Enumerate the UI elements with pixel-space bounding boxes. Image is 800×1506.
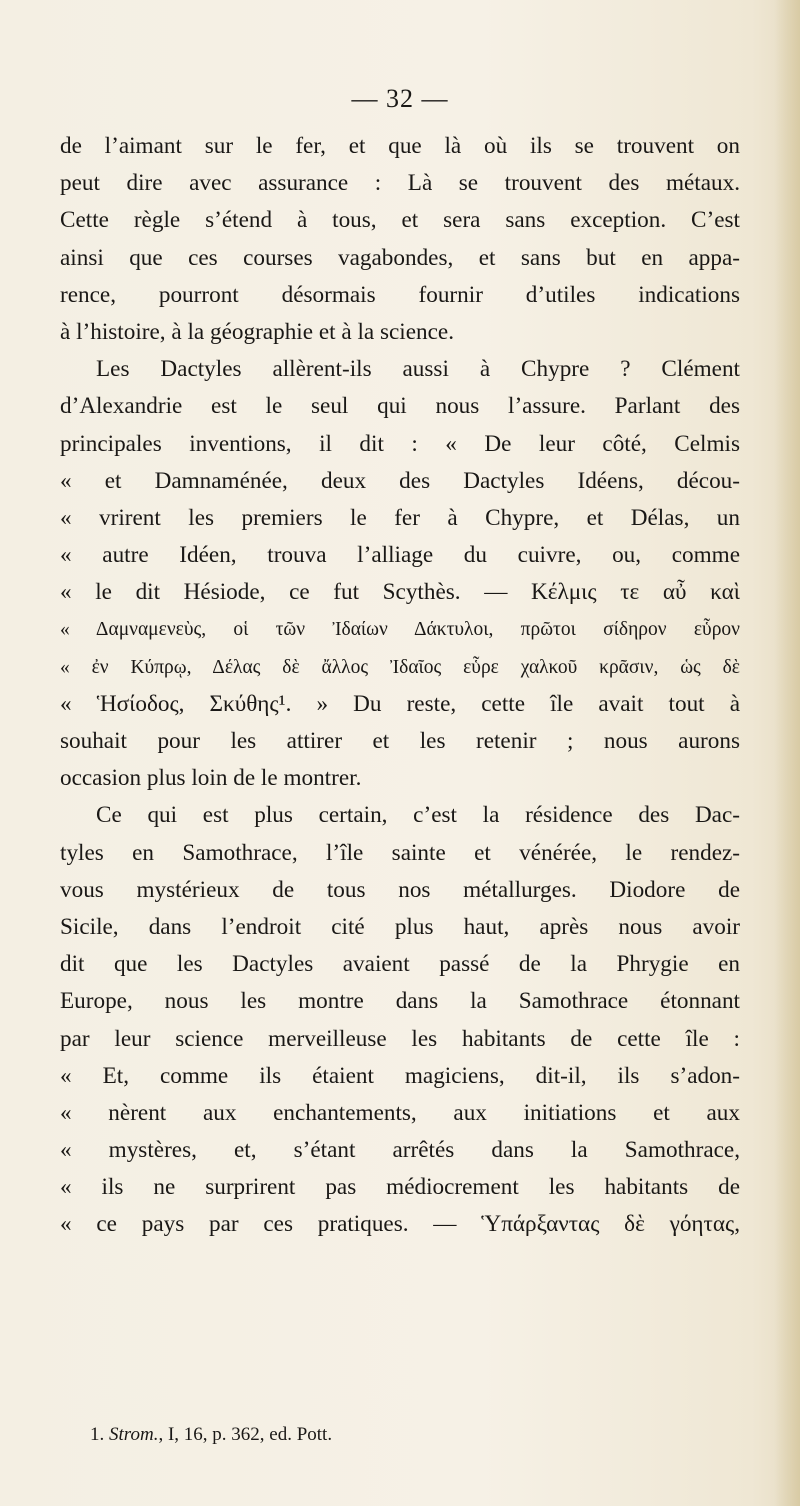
text-line: dit que les Dactyles avaient passé de la Phrygie en [60, 951, 740, 978]
text-line: « ils ne surprirent pas médiocrement les habitants de [60, 1174, 740, 1201]
text-line: principales inventions, il dit : « De leur côté, Celmis [60, 430, 740, 457]
text-line: Les Dactyles allèrent-ils aussi à Chypre ? Clément [96, 356, 740, 383]
text-line: occasion plus loin de le montrer. [60, 765, 362, 792]
text-line: « ce pays par ces pratiques. — Ὑπάρξαντας δὲ γόητας, [60, 1211, 740, 1238]
text-line: « mystères, et, s’étant arrêtés dans la Samothrace, [60, 1137, 740, 1164]
text-line: ainsi que ces courses vagabondes, et sans but en appa- [60, 244, 740, 271]
greek-quote-line: « ἐν Κύπρῳ, Δέλας δὲ ἄλλος Ἰδαῖος εὗρε χαλκοῦ κρᾶσιν, ὡς δὲ [60, 656, 740, 678]
body-text [60, 128, 740, 1244]
text-line: « Et, comme ils étaient magiciens, dit-il, ils s’adon- [60, 1062, 740, 1089]
text-line: « nèrent aux enchantements, aux initiations et aux [60, 1099, 740, 1126]
text-line: tyles en Samothrace, l’île sainte et vénérée, le rendez- [60, 839, 740, 866]
footnote-number: 1. [90, 1424, 105, 1445]
text-line: Cette règle s’étend à tous, et sera sans exception. C’est [60, 207, 740, 234]
text-line: vous mystérieux de tous nos métallurges. Diodore de [60, 876, 740, 903]
text-line: Ce qui est plus certain, c’est la résidence des Dac- [96, 802, 740, 829]
text-line: Europe, nous les montre dans la Samothrace étonnant [60, 988, 740, 1015]
footnote-work-title: Strom. [109, 1424, 159, 1445]
text-line: d’Alexandrie est le seul qui nous l’assure. Parlant des [60, 393, 740, 420]
text-line: « Ἡσίοδος, Σκύθης¹. » Du reste, cette île avait tout à [60, 690, 740, 717]
text-line: par leur science merveilleuse les habitants de cette île : [60, 1025, 740, 1052]
page-number-header: — 32 — [351, 84, 449, 113]
page-edge-shadow [774, 0, 800, 1506]
text-line: « et Damnaménée, deux des Dactyles Idéens, décou- [60, 467, 740, 494]
text-line: « le dit Hésiode, ce fut Scythès. — Κέλμις τε αὖ καὶ [60, 579, 740, 606]
greek-quote-line: « Δαμναμενεὺς, οἱ τῶν Ἰδαίων Δάκτυλοι, πρῶτοι σίδηρον εὗρον [60, 619, 740, 641]
text-line: « autre Idéen, trouva l’alliage du cuivre, ou, comme [60, 542, 740, 569]
footnote-reference: , I, 16, p. 362, ed. Pott. [158, 1424, 333, 1445]
text-line: à l’histoire, à la géographie et à la science. [60, 318, 454, 345]
text-line: de l’aimant sur le fer, et que là où ils se trouvent on [60, 133, 740, 159]
footnote [90, 1424, 332, 1446]
text-line: peut dire avec assurance : Là se trouvent des métaux. [60, 170, 740, 197]
text-line: Sicile, dans l’endroit cité plus haut, après nous avoir [60, 913, 740, 940]
text-line: rence, pourront désormais fournir d’utiles indications [60, 281, 740, 308]
text-line: souhait pour les attirer et les retenir ; nous aurons [60, 728, 740, 754]
text-line: « vrirent les premiers le fer à Chypre, et Délas, un [60, 504, 740, 531]
